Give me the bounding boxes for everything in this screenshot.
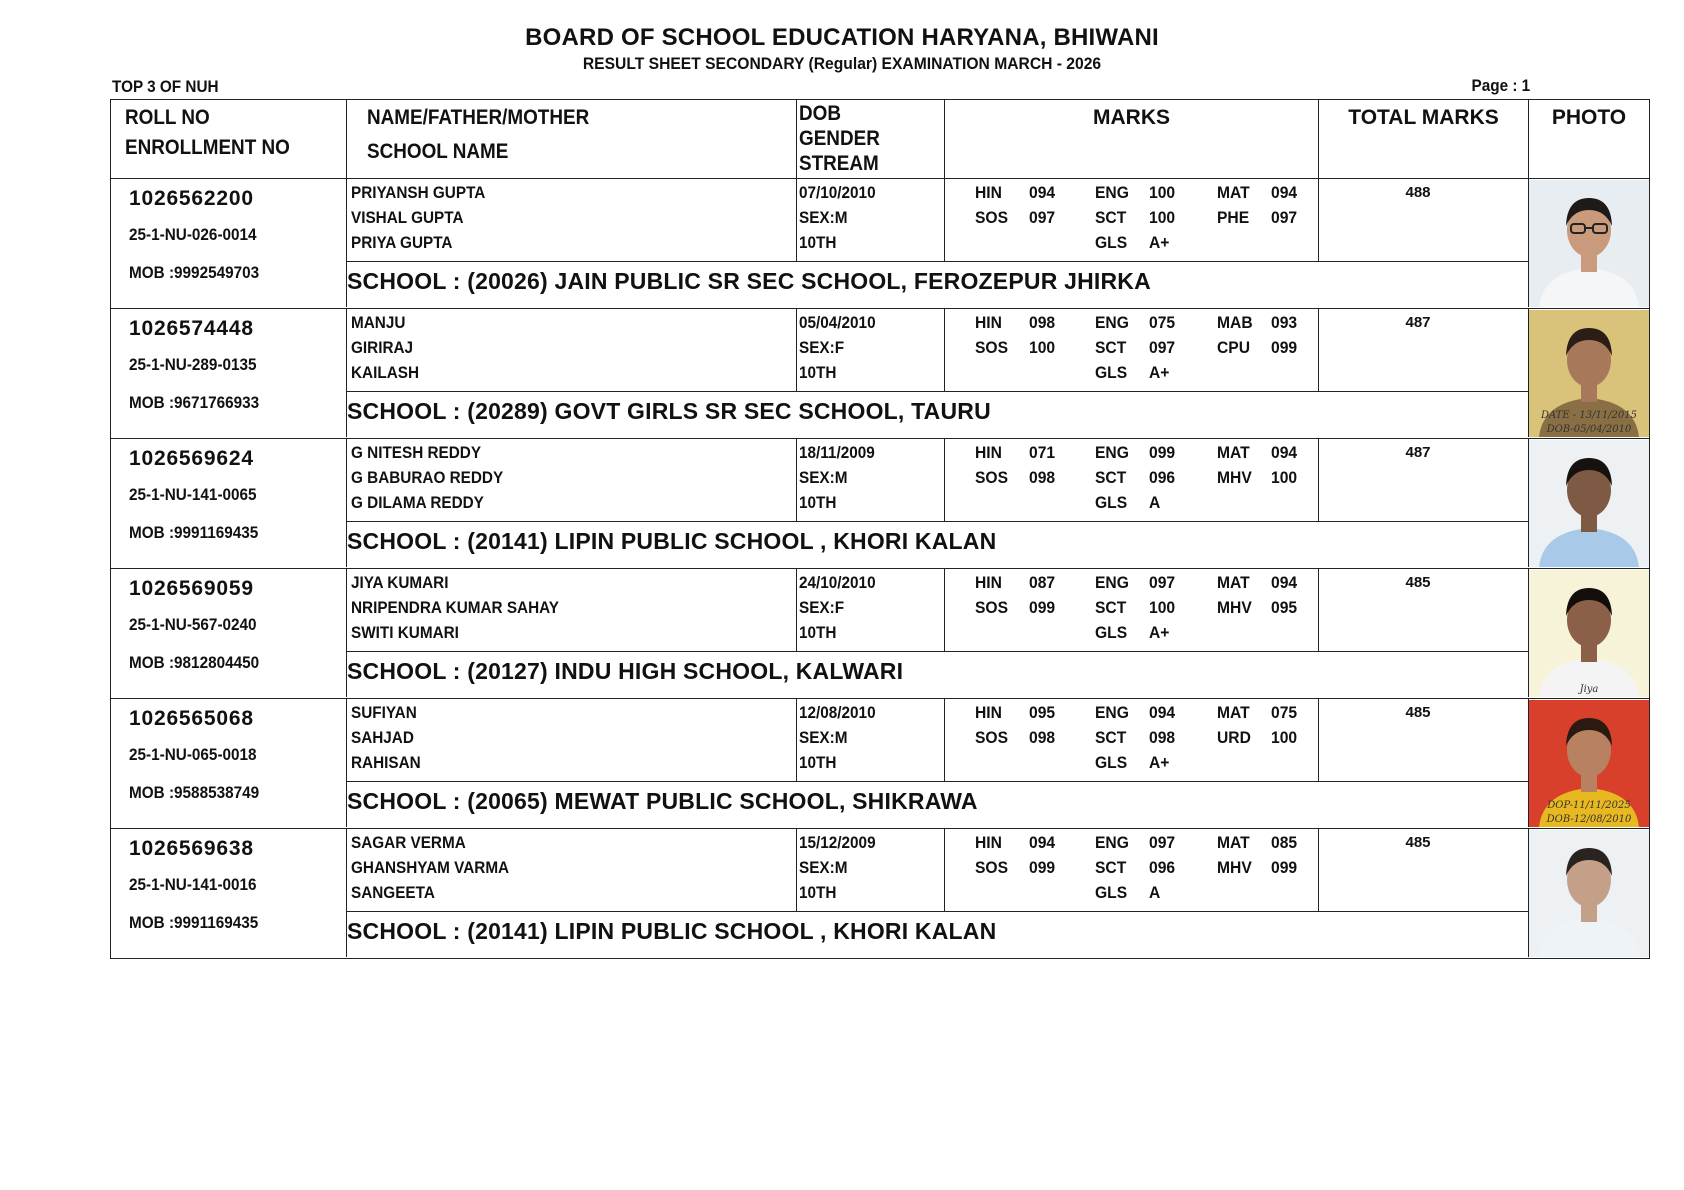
- school-name: SCHOOL : (20289) GOVT GIRLS SR SEC SCHOOL, TAURU: [347, 398, 991, 424]
- mother-name: G DILAMA REDDY: [351, 493, 484, 512]
- header-roll-col: [111, 100, 347, 178]
- subject-mark: 094: [1149, 703, 1176, 722]
- photo-caption-dob: DOB-05/04/2010: [1546, 424, 1632, 435]
- total-marks: 488: [1405, 184, 1431, 201]
- header-total-col: [1319, 100, 1529, 178]
- father-name: VISHAL GUPTA: [351, 208, 464, 227]
- subject-code: SCT: [1095, 208, 1127, 227]
- header-photo: PHOTO: [1551, 106, 1627, 129]
- header-stream: STREAM: [799, 152, 879, 175]
- student-photo: [1529, 440, 1649, 567]
- photo-caption: DATE - 13/11/2015: [1540, 410, 1638, 421]
- student-record: [110, 829, 1650, 959]
- gender: SEX:M: [799, 728, 848, 747]
- header-name-col: [347, 100, 797, 178]
- subject-code: SOS: [975, 208, 1009, 227]
- enrollment-number: 25-1-NU-141-0065: [129, 485, 257, 504]
- school-name: SCHOOL : (20065) MEWAT PUBLIC SCHOOL, SHIKRAWA: [347, 788, 978, 814]
- subject-mark: 098: [1029, 728, 1056, 747]
- subject-mark: 099: [1271, 858, 1298, 877]
- header-marks-col: [945, 100, 1319, 178]
- student-photo: [1529, 830, 1649, 957]
- total-marks: 485: [1405, 574, 1431, 591]
- father-name: G BABURAO REDDY: [351, 468, 504, 487]
- subject-code: ENG: [1095, 313, 1129, 332]
- subject-code: HIN: [975, 313, 1002, 332]
- subject-mark: 100: [1149, 598, 1176, 617]
- stream: 10TH: [799, 623, 837, 642]
- total-marks: 485: [1405, 834, 1431, 851]
- father-name: GHANSHYAM VARMA: [351, 858, 510, 877]
- subject-mark: 098: [1029, 468, 1056, 487]
- subject-mark: 100: [1271, 468, 1298, 487]
- stream: 10TH: [799, 363, 837, 382]
- mobile-number: MOB :9671766933: [129, 393, 260, 412]
- date-of-birth: 05/04/2010: [799, 313, 876, 332]
- student-name: MANJU: [351, 313, 406, 332]
- subject-code: SCT: [1095, 858, 1127, 877]
- stream: 10TH: [799, 493, 837, 512]
- header-school-name: SCHOOL NAME: [367, 140, 509, 163]
- father-name: NRIPENDRA KUMAR SAHAY: [351, 598, 559, 617]
- header-photo-col: [1529, 100, 1649, 178]
- gls-grade: A: [1149, 883, 1161, 902]
- father-name: GIRIRAJ: [351, 338, 414, 357]
- result-table: [110, 99, 1650, 959]
- header-dob: DOB: [799, 102, 842, 125]
- stream: 10TH: [799, 233, 837, 252]
- subject-mark: 096: [1149, 468, 1176, 487]
- top-ranking-label: TOP 3 OF NUH: [112, 77, 219, 96]
- mother-name: PRIYA GUPTA: [351, 233, 453, 252]
- roll-number: 1026569059: [129, 577, 254, 600]
- subject-code: ENG: [1095, 443, 1129, 462]
- enrollment-number: 25-1-NU-026-0014: [129, 225, 257, 244]
- subject-code: SOS: [975, 858, 1009, 877]
- subject-code: MHV: [1217, 858, 1252, 877]
- gls-label: GLS: [1095, 753, 1128, 772]
- mother-name: RAHISAN: [351, 753, 421, 772]
- subject-mark: 094: [1029, 183, 1056, 202]
- subject-mark: 099: [1149, 443, 1176, 462]
- gls-label: GLS: [1095, 623, 1128, 642]
- roll-number: 1026569638: [129, 837, 254, 860]
- school-name: SCHOOL : (20141) LIPIN PUBLIC SCHOOL , KHORI KALAN: [347, 918, 997, 944]
- roll-number: 1026569624: [129, 447, 254, 470]
- gls-grade: A+: [1149, 753, 1170, 772]
- subject-mark: 099: [1029, 858, 1056, 877]
- header-roll-no: ROLL NO: [125, 106, 210, 129]
- school-name: SCHOOL : (20141) LIPIN PUBLIC SCHOOL , KHORI KALAN: [347, 528, 997, 554]
- board-title: BOARD OF SCHOOL EDUCATION HARYANA, BHIWANI: [525, 24, 1159, 51]
- gls-grade: A+: [1149, 363, 1170, 382]
- subject-code: MAT: [1217, 573, 1250, 592]
- enrollment-number: 25-1-NU-567-0240: [129, 615, 257, 634]
- subject-code: ENG: [1095, 703, 1129, 722]
- student-record: [110, 309, 1650, 439]
- subject-code: PHE: [1217, 208, 1250, 227]
- student-name: SAGAR VERMA: [351, 833, 466, 852]
- school-name: SCHOOL : (20127) INDU HIGH SCHOOL, KALWARI: [347, 658, 904, 684]
- subject-mark: 094: [1271, 443, 1298, 462]
- subject-mark: 099: [1029, 598, 1056, 617]
- subject-mark: 099: [1271, 338, 1298, 357]
- date-of-birth: 12/08/2010: [799, 703, 876, 722]
- photo-caption-dob: DOB-12/08/2010: [1546, 814, 1632, 825]
- subject-code: SOS: [975, 338, 1009, 357]
- subject-mark: 094: [1271, 183, 1298, 202]
- mobile-number: MOB :9992549703: [129, 263, 260, 282]
- enrollment-number: 25-1-NU-141-0016: [129, 875, 257, 894]
- header-name-father-mother: NAME/FATHER/MOTHER: [367, 106, 590, 129]
- date-of-birth: 07/10/2010: [799, 183, 876, 202]
- subject-mark: 100: [1149, 183, 1176, 202]
- student-name: JIYA KUMARI: [351, 573, 449, 592]
- subject-mark: 097: [1271, 208, 1298, 227]
- subject-mark: 071: [1029, 443, 1056, 462]
- gls-label: GLS: [1095, 493, 1128, 512]
- gls-grade: A: [1149, 493, 1161, 512]
- subject-mark: 095: [1271, 598, 1298, 617]
- page-number: Page : 1: [1471, 76, 1530, 95]
- student-name: G NITESH REDDY: [351, 443, 482, 462]
- date-of-birth: 24/10/2010: [799, 573, 876, 592]
- subject-code: MAT: [1217, 833, 1250, 852]
- gls-label: GLS: [1095, 363, 1128, 382]
- subject-mark: 098: [1029, 313, 1056, 332]
- student-photo: [1529, 180, 1649, 307]
- photo-caption: DOP-11/11/2025: [1547, 800, 1631, 811]
- subject-mark: 075: [1149, 313, 1176, 332]
- mother-name: SANGEETA: [351, 883, 435, 902]
- student-name: SUFIYAN: [351, 703, 417, 722]
- subject-code: HIN: [975, 573, 1002, 592]
- enrollment-number: 25-1-NU-065-0018: [129, 745, 257, 764]
- header-gender: GENDER: [799, 127, 880, 150]
- student-record: [110, 439, 1650, 569]
- subject-code: ENG: [1095, 573, 1129, 592]
- header-dob-col: [797, 100, 945, 178]
- mother-name: KAILASH: [351, 363, 420, 382]
- subject-code: MHV: [1217, 598, 1252, 617]
- subject-code: MAT: [1217, 443, 1250, 462]
- subject-mark: 098: [1149, 728, 1176, 747]
- subject-code: SCT: [1095, 338, 1127, 357]
- subject-mark: 095: [1029, 703, 1056, 722]
- header-total-marks: TOTAL MARKS: [1348, 106, 1499, 129]
- roll-number: 1026574448: [129, 317, 254, 340]
- father-name: SAHJAD: [351, 728, 414, 747]
- mobile-number: MOB :9991169435: [129, 523, 259, 542]
- subject-code: CPU: [1217, 338, 1251, 357]
- header-marks: MARKS: [1093, 106, 1170, 129]
- subject-code: SCT: [1095, 468, 1127, 487]
- subject-mark: 087: [1029, 573, 1056, 592]
- subject-code: MHV: [1217, 468, 1252, 487]
- subject-code: MAT: [1217, 183, 1250, 202]
- subject-mark: 075: [1271, 703, 1298, 722]
- subject-code: HIN: [975, 703, 1002, 722]
- subject-mark: 085: [1271, 833, 1298, 852]
- subject-mark: 097: [1029, 208, 1056, 227]
- student-photo: [1529, 700, 1649, 827]
- photo-caption: Jiya: [1579, 684, 1599, 695]
- gls-label: GLS: [1095, 233, 1128, 252]
- subject-code: HIN: [975, 183, 1002, 202]
- subject-code: ENG: [1095, 183, 1129, 202]
- subject-mark: 096: [1149, 858, 1176, 877]
- mother-name: SWITI KUMARI: [351, 623, 459, 642]
- total-marks: 487: [1405, 314, 1431, 331]
- subject-code: MAB: [1217, 313, 1253, 332]
- total-marks: 485: [1405, 704, 1431, 721]
- subject-code: SOS: [975, 468, 1009, 487]
- student-name: PRIYANSH GUPTA: [351, 183, 486, 202]
- subject-mark: 097: [1149, 833, 1176, 852]
- subject-mark: 100: [1029, 338, 1056, 357]
- stream: 10TH: [799, 883, 837, 902]
- student-record: [110, 569, 1650, 699]
- gender: SEX:M: [799, 858, 848, 877]
- student-photo: [1529, 570, 1649, 697]
- subject-code: HIN: [975, 833, 1002, 852]
- subject-mark: 097: [1149, 573, 1176, 592]
- roll-number: 1026565068: [129, 707, 254, 730]
- subject-code: SCT: [1095, 598, 1127, 617]
- mobile-number: MOB :9812804450: [129, 653, 260, 672]
- subject-code: URD: [1217, 728, 1251, 747]
- subject-code: MAT: [1217, 703, 1250, 722]
- gender: SEX:M: [799, 208, 848, 227]
- total-marks: 487: [1405, 444, 1431, 461]
- result-sheet-subtitle: RESULT SHEET SECONDARY (Regular) EXAMINATION MARCH - 2026: [582, 54, 1102, 73]
- gls-grade: A+: [1149, 233, 1170, 252]
- roll-number: 1026562200: [129, 187, 254, 210]
- student-record: [110, 699, 1650, 829]
- header-enrollment-no: ENROLLMENT NO: [125, 136, 290, 159]
- subject-code: HIN: [975, 443, 1002, 462]
- subject-mark: 094: [1029, 833, 1056, 852]
- enrollment-number: 25-1-NU-289-0135: [129, 355, 257, 374]
- gls-label: GLS: [1095, 883, 1128, 902]
- date-of-birth: 15/12/2009: [799, 833, 876, 852]
- subject-mark: 100: [1149, 208, 1176, 227]
- table-header: [110, 99, 1650, 179]
- subject-code: SOS: [975, 728, 1009, 747]
- subject-mark: 100: [1271, 728, 1298, 747]
- subject-mark: 097: [1149, 338, 1176, 357]
- mobile-number: MOB :9991169435: [129, 913, 259, 932]
- subject-code: ENG: [1095, 833, 1129, 852]
- subject-code: SOS: [975, 598, 1009, 617]
- student-record: [110, 179, 1650, 309]
- stream: 10TH: [799, 753, 837, 772]
- subject-code: SCT: [1095, 728, 1127, 747]
- subject-mark: 094: [1271, 573, 1298, 592]
- date-of-birth: 18/11/2009: [799, 443, 875, 462]
- school-name: SCHOOL : (20026) JAIN PUBLIC SR SEC SCHOOL, FEROZEPUR JHIRKA: [347, 268, 1151, 294]
- gender: SEX:M: [799, 468, 848, 487]
- gender: SEX:F: [799, 598, 845, 617]
- subject-mark: 093: [1271, 313, 1298, 332]
- gls-grade: A+: [1149, 623, 1170, 642]
- gender: SEX:F: [799, 338, 845, 357]
- student-photo: [1529, 310, 1649, 437]
- mobile-number: MOB :9588538749: [129, 783, 260, 802]
